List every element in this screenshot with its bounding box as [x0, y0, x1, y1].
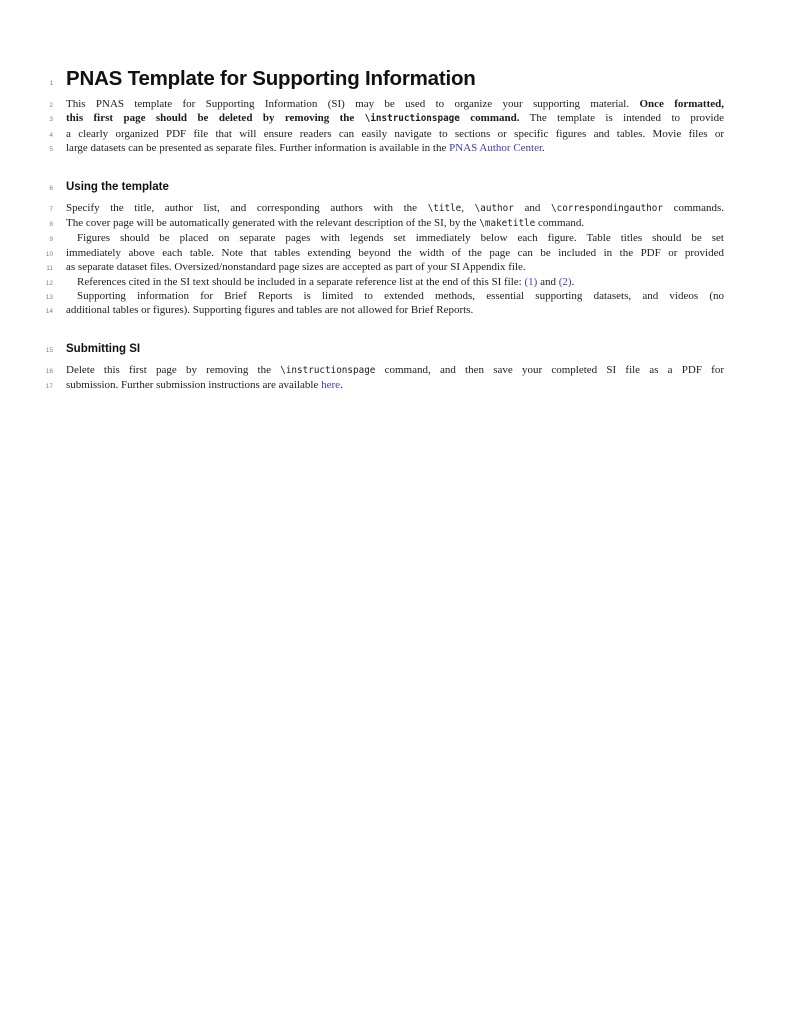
- text-segment: immediately above each table. Note that tables extending beyond the width of the page can be included in the PDF or provided: [66, 246, 724, 259]
- text-line-content: [66, 303, 724, 317]
- link[interactable]: PNAS Author Center: [449, 142, 543, 155]
- section-heading: [27, 342, 724, 356]
- text-segment: \title: [427, 202, 462, 214]
- text-segment: command.: [535, 217, 585, 230]
- text-segment: Figures should be placed on separate pages with legends set immediately below each figure. Table titles should be set: [77, 232, 724, 245]
- text-segment: and: [537, 275, 559, 288]
- doc-title: [27, 66, 724, 92]
- line-number: 1: [49, 80, 53, 87]
- text-segment: The template is intended to provide: [519, 112, 724, 125]
- text-line: [27, 275, 724, 289]
- text-line: [27, 303, 724, 317]
- text-segment: submission. Further submission instructions are available: [66, 379, 322, 392]
- text-line-content: [66, 201, 724, 216]
- text-segment: \instructionspage: [280, 364, 376, 376]
- text-line-content: [66, 216, 724, 231]
- text-line: [27, 378, 724, 392]
- text-segment: large datasets can be presented as separate files. Further information is available in the: [66, 142, 450, 155]
- line-number: 11: [46, 265, 53, 273]
- text-line-content: [66, 275, 724, 289]
- text-segment: The cover page will be automatically generated with the relevant description of the SI, by the: [66, 217, 480, 230]
- link[interactable]: (1): [524, 275, 538, 288]
- line-number: 6: [49, 184, 53, 192]
- text-segment: Using the template: [66, 180, 169, 193]
- text-line: [27, 231, 724, 245]
- text-segment: .: [542, 142, 545, 155]
- section-heading-text: [66, 180, 724, 194]
- document-body: [27, 66, 724, 393]
- text-line: [27, 260, 724, 274]
- text-segment: and: [513, 201, 552, 214]
- text-line: [27, 216, 724, 231]
- text-segment: .: [340, 379, 343, 392]
- text-segment: commands.: [662, 201, 725, 214]
- text-segment: Delete this first page by removing the: [66, 363, 281, 376]
- line-number: 9: [49, 236, 53, 244]
- text-segment: this first page should be deleted by removing the: [66, 112, 365, 125]
- text-line: [27, 141, 724, 155]
- text-segment: command, and then save your completed SI file as a PDF for: [375, 363, 724, 376]
- text-segment: .: [571, 275, 575, 288]
- text-line-content: [66, 97, 724, 111]
- text-line-content: [66, 363, 724, 378]
- line-number: 3: [49, 116, 53, 124]
- text-line-content: [66, 378, 724, 392]
- text-line: [27, 246, 724, 260]
- text-segment: ,: [461, 201, 475, 214]
- line-number: 10: [45, 250, 53, 258]
- text-segment: command.: [459, 112, 520, 125]
- text-segment: This PNAS template for Supporting Information (SI) may be used to organize your supporting material.: [66, 98, 640, 110]
- text-line-content: [66, 289, 724, 303]
- line-number: 16: [45, 367, 53, 375]
- text-segment: Specify the title, author list, and corresponding authors with the: [66, 201, 428, 214]
- text-line-content: [66, 231, 724, 245]
- link[interactable]: here: [321, 379, 341, 392]
- text-segment: References cited in the SI text should be included in a separate reference list at the end of this SI file:: [77, 275, 525, 288]
- line-number: 17: [45, 383, 53, 391]
- text-segment: \instructionspage: [364, 113, 460, 125]
- text-line-content: [66, 246, 724, 260]
- text-line: [27, 201, 724, 216]
- text-segment: as separate dataset files. Oversized/nonstandard page sizes are accepted as part of your SI Appendix file.: [66, 261, 526, 274]
- text-segment: \author: [474, 202, 514, 214]
- doc-title-text: [66, 66, 724, 92]
- text-line: [27, 363, 724, 378]
- section-heading: [27, 180, 724, 194]
- line-number: 4: [49, 131, 53, 139]
- line-number: 15: [45, 346, 53, 354]
- text-segment: \correspondingauthor: [551, 202, 663, 214]
- text-line-content: [66, 111, 724, 126]
- line-number: 14: [45, 308, 53, 316]
- section-heading-text: [66, 342, 724, 356]
- line-number: 8: [49, 221, 53, 229]
- text-line: [27, 289, 724, 303]
- text-segment: a clearly organized PDF file that will ensure readers can easily navigate to sections or specific figures and tables. Movie files or: [66, 127, 724, 140]
- text-line: [27, 97, 724, 111]
- line-number: 2: [49, 102, 53, 109]
- text-line: [27, 111, 724, 126]
- text-segment: additional tables or figures). Supporting figures and tables are not allowed for Brief Reports.: [66, 304, 474, 317]
- text-line-content: [66, 141, 724, 155]
- text-segment: Submitting SI: [66, 342, 141, 355]
- link[interactable]: (2): [558, 275, 572, 288]
- line-number: 7: [49, 205, 53, 213]
- text-segment: \maketitle: [479, 218, 536, 230]
- text-line-content: [66, 260, 724, 274]
- text-segment: Supporting information for Brief Reports is limited to extended methods, essential supporting datasets, and videos (no: [77, 290, 724, 303]
- line-number: 13: [45, 294, 53, 302]
- text-line-content: [66, 127, 724, 141]
- line-number: 5: [49, 146, 53, 154]
- text-segment: Once formatted,: [639, 98, 724, 110]
- text-segment: PNAS Template for Supporting Information: [66, 67, 476, 90]
- text-line: [27, 127, 724, 141]
- line-number: 12: [45, 279, 53, 287]
